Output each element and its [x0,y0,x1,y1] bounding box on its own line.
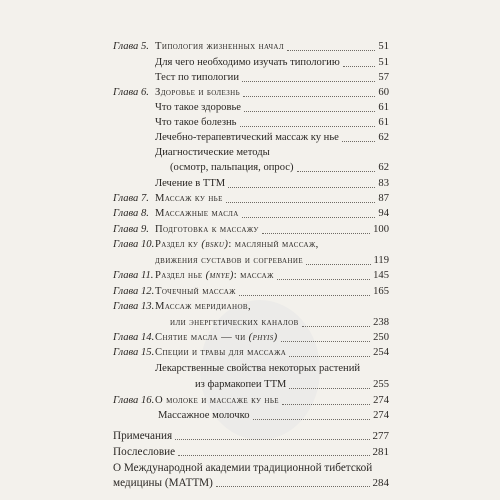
entry-title: Подготовка к массажу [155,224,259,235]
dot-leader [289,356,370,357]
chapter-label: Глава 12. [113,286,155,297]
entry-title: Массажное молочко [158,410,250,421]
chapter-label: Глава 9. [113,224,149,235]
dot-leader [226,202,376,203]
entry-title: Раздел нье (mnye): массаж [155,270,274,281]
entry-title: Для чего необходимо изучать типологию [155,57,340,68]
entry-title: Что такое здоровье [155,102,241,113]
entry-title: Массаж ку нье [155,193,223,204]
dot-leader [239,295,370,296]
entry-title: Здоровье и болезнь [155,87,241,98]
entry-title: или энергетических каналов [170,317,299,328]
entry-title: Типология жизненных начал [155,41,284,52]
toc-entry [0,238,500,252]
dot-leader [243,96,375,97]
chapter-label: Глава 10. [113,239,155,250]
page-number: 274 [373,410,389,421]
chapter-label: Глава 15. [113,347,155,358]
entry-title: из фармакопеи ТТМ [195,379,287,390]
entry-title: Лечебно-терапевтический массаж ку нье [155,132,339,143]
chapter-label: Глава 16. [113,395,155,406]
chapter-label: Глава 8. [113,208,149,219]
entry-title: Лечение в ТТМ [155,178,226,189]
page-number: 165 [373,286,389,297]
toc-entry [0,116,500,130]
dot-leader [244,111,375,112]
back-matter-entry [0,461,500,475]
entry-title: Лекарственные свойства некоторых растений [155,363,361,374]
back-matter-entry [0,429,500,443]
entry-title: Снятие масла — чи (phyis) [155,332,278,343]
entry-title: Специи и травы для массажа [155,347,287,358]
dot-leader [343,66,376,67]
dot-leader [282,404,370,405]
toc-entry [0,192,500,206]
toc-entry [0,254,500,268]
page-number: 100 [373,224,389,235]
dot-leader [289,388,370,389]
toc-entry [0,177,500,191]
page-number: 62 [378,132,389,143]
chapter-label: Глава 11. [113,270,154,281]
back-matter-entry [0,445,500,459]
toc-entry [0,101,500,115]
entry-title: О Международной академии традиционной тибетской [113,462,373,474]
toc-entry [0,86,500,100]
toc-entry [0,300,500,314]
page-number: 254 [373,347,389,358]
page-number: 119 [373,255,389,266]
page-number: 281 [372,446,389,458]
chapter-label: Глава 5. [113,41,149,52]
dot-leader [228,187,375,188]
entry-title-italic: (mnye) [205,270,234,281]
dot-leader [216,486,370,487]
page-number: 87 [378,193,389,204]
entry-title: Тест по типологии [155,72,240,83]
dot-leader [262,233,370,234]
chapter-label: Глава 14. [113,332,155,343]
dot-leader [240,126,376,127]
dot-leader [175,439,369,440]
page-number: 274 [373,395,389,406]
toc-entry [0,207,500,221]
dot-leader [281,341,371,342]
toc-entry [0,131,500,145]
dot-leader [277,279,370,280]
page-number: 51 [378,41,389,52]
entry-title-italic: (phyis) [248,332,278,343]
entry-title: Точечный массаж [155,286,236,297]
page-number: 94 [378,208,389,219]
dot-leader [253,419,371,420]
entry-title: Послесловие [113,446,176,458]
page-number: 62 [378,162,389,173]
entry-title: Примечания [113,430,173,442]
toc-entry [0,316,500,330]
toc-entry [0,40,500,54]
entry-title: Что такое болезнь [155,117,237,128]
dot-leader [342,141,376,142]
dot-leader [306,264,370,265]
dot-leader [302,326,370,327]
toc-entry [0,346,500,360]
page-number: 60 [378,87,389,98]
toc-entry [0,362,500,376]
page-number: 51 [378,57,389,68]
entry-title: (осмотр, пальпация, опрос) [170,162,294,173]
entry-title: О молоке и массаже ку нье [155,395,279,406]
toc-entry [0,161,500,175]
dot-leader [178,455,369,456]
toc-entry [0,394,500,408]
toc-entry [0,269,500,283]
page-number: 284 [372,477,389,489]
page-number: 57 [378,72,389,83]
dot-leader [287,50,375,51]
toc-entry [0,378,500,392]
dot-leader [242,217,376,218]
page-number: 277 [372,430,389,442]
entry-title-italic: (bsku) [201,239,229,250]
toc-entry [0,285,500,299]
toc-entry [0,223,500,237]
entry-title: движения суставов и согревание [155,255,304,266]
page-number: 145 [373,270,389,281]
toc-entry [0,331,500,345]
entry-title: Диагностические методы [155,147,270,158]
chapter-label: Глава 7. [113,193,149,204]
entry-title: Раздел ку (bsku): масляный массаж, [155,239,319,250]
back-matter-entry [0,476,500,490]
dot-leader [242,81,375,82]
toc-entry [0,56,500,70]
page-number: 250 [373,332,389,343]
entry-title: медицины (МАТТМ) [113,477,213,489]
toc-entry [0,409,500,423]
page-number: 255 [373,379,389,390]
chapter-label: Глава 13. [113,301,155,312]
page-number: 83 [378,178,389,189]
toc-entry [0,146,500,160]
toc-entry [0,71,500,85]
page-number: 61 [378,102,389,113]
chapter-label: Глава 6. [113,87,149,98]
page-number: 238 [373,317,389,328]
page-number: 61 [378,117,389,128]
dot-leader [297,171,376,172]
entry-title: Массаж меридианов, [155,301,252,312]
entry-title: Массажные масла [155,208,239,219]
